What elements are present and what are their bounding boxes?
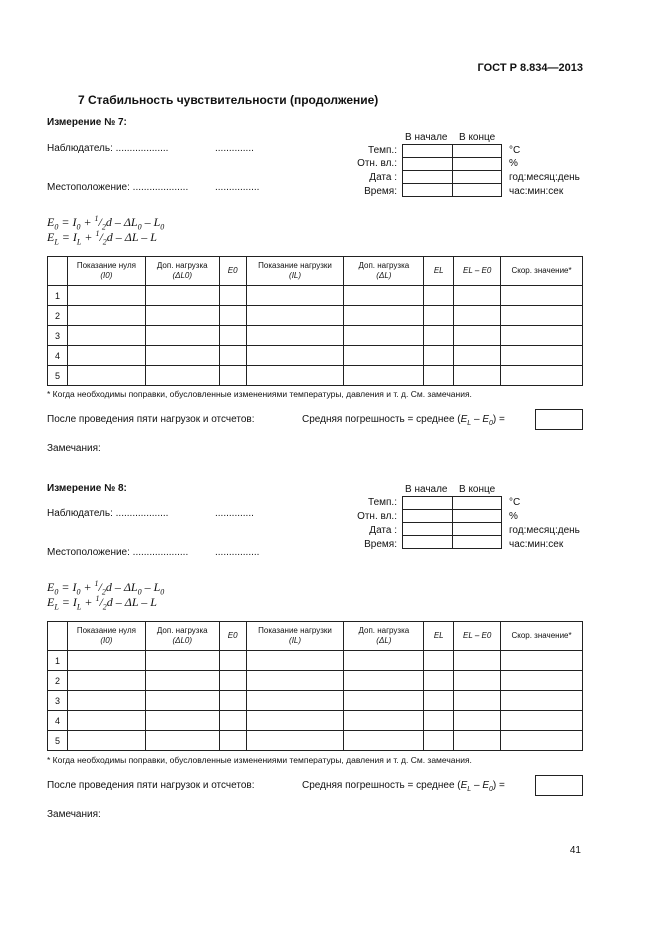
table-cell[interactable] [67,711,145,731]
measurement-title: Измерение № 7: [47,117,127,128]
table-cell[interactable] [219,711,246,731]
table-cell[interactable] [246,671,344,691]
table-cell[interactable] [501,306,583,326]
table-cell[interactable] [219,326,246,346]
humidity-label: Отн. вл.: [357,511,397,522]
date-label: Дата : [369,525,397,536]
header-e0: E0 [219,257,246,286]
unit-time: час:мин:сек [509,539,564,550]
col-start-label: В начале [405,132,448,143]
row-number: 4 [48,346,68,366]
table-cell[interactable] [424,711,454,731]
table-cell[interactable] [344,326,424,346]
table-cell[interactable] [501,346,583,366]
formula-e0: $E_0 = I_0 + ^1/_2d - \Delta L_0 - L_0$ [47,214,165,232]
table-cell[interactable] [219,286,246,306]
observer-label: Наблюдатель: ................... [47,508,169,519]
table-cell[interactable] [145,651,219,671]
table-cell[interactable] [219,651,246,671]
temp-label: Темп.: [368,145,397,156]
conditions-grid [402,496,502,549]
table-cell[interactable] [424,326,454,346]
table-row [48,671,583,691]
mean-error-field[interactable] [535,775,583,796]
time-label: Время: [364,186,397,197]
table-cell[interactable] [424,286,454,306]
table-cell[interactable] [219,691,246,711]
unit-date: год:месяц:день [509,525,580,536]
unit-humidity: % [509,158,518,169]
table-cell[interactable] [219,306,246,326]
date-label: Дата : [369,172,397,183]
table-cell[interactable] [344,671,424,691]
table-cell[interactable] [424,366,454,386]
table-cell[interactable] [344,651,424,671]
row-number: 5 [48,366,68,386]
mean-error-label: Средняя погрешность = среднее $(E_L - E_0)$ = [302,414,505,427]
table-cell[interactable] [67,306,145,326]
formula-el: $E_L = I_L + ^1/_2d - \Delta L - L$ [47,229,157,247]
table-cell[interactable] [67,326,145,346]
header-extra-load-0: Доп. нагрузка (ΔL0) [145,622,219,651]
table-row [48,326,583,346]
table-cell[interactable] [145,691,219,711]
section-title: 7 Стабильность чувствительности (продолжение) [78,93,379,107]
table-cell[interactable] [246,691,344,711]
row-number: 1 [48,286,68,306]
humidity-start-cell[interactable] [403,510,453,523]
readings-table [47,621,583,751]
table-cell[interactable] [501,651,583,671]
header-extra-load: Доп. нагрузка (ΔL) [344,257,424,286]
table-cell[interactable] [145,731,219,751]
table-cell[interactable] [454,326,501,346]
table-row [48,731,583,751]
table-cell[interactable] [454,346,501,366]
table-cell[interactable] [424,691,454,711]
table-row [48,711,583,731]
table-cell[interactable] [501,326,583,346]
observer-label: Наблюдатель: ................... [47,143,169,154]
table-cell[interactable] [454,286,501,306]
formula-el: $E_L = I_L + ^1/_2d - \Delta L - L$ [47,594,157,612]
table-row [48,366,583,386]
table-cell[interactable] [424,651,454,671]
page-number: 41 [569,845,581,856]
after-text: После проведения пяти нагрузок и отсчетов: [47,414,255,425]
after-text: После проведения пяти нагрузок и отсчетов: [47,780,255,791]
table-cell[interactable] [501,286,583,306]
temp-start-cell[interactable] [403,497,453,510]
table-cell[interactable] [67,691,145,711]
humidity-label: Отн. вл.: [357,158,397,169]
readings-table [47,256,583,386]
table-cell[interactable] [145,366,219,386]
header-el-minus-e0: EL – E0 [454,257,501,286]
row-number: 3 [48,691,68,711]
table-cell[interactable] [67,671,145,691]
humidity-start-cell[interactable] [403,158,453,171]
table-cell[interactable] [344,691,424,711]
observer-dots: .............. [215,143,254,154]
header-el-minus-e0: EL – E0 [454,622,501,651]
table-cell[interactable] [424,306,454,326]
remarks-label: Замечания: [47,443,101,454]
time-start-cell[interactable] [403,184,453,197]
table-cell[interactable] [145,711,219,731]
table-cell[interactable] [454,691,501,711]
table-cell[interactable] [219,346,246,366]
table-row [48,691,583,711]
table-cell[interactable] [67,731,145,751]
remarks-label: Замечания: [47,809,101,820]
table-cell[interactable] [67,651,145,671]
table-cell[interactable] [344,731,424,751]
table-cell[interactable] [246,326,344,346]
humidity-end-cell[interactable] [453,158,502,171]
table-cell[interactable] [344,306,424,326]
table-cell[interactable] [501,691,583,711]
date-start-cell[interactable] [403,523,453,536]
row-number: 1 [48,651,68,671]
unit-time: час:мин:сек [509,186,564,197]
table-row [48,286,583,306]
header-load-reading: Показание нагрузки (IL) [246,622,344,651]
table-cell[interactable] [454,671,501,691]
table-cell[interactable] [344,346,424,366]
table-cell[interactable] [454,306,501,326]
table-cell[interactable] [246,731,344,751]
table-cell[interactable] [501,671,583,691]
table-cell[interactable] [246,346,344,366]
table-cell[interactable] [344,366,424,386]
location-label: Местоположение: .................... [47,547,189,558]
row-number: 3 [48,326,68,346]
humidity-end-cell[interactable] [453,510,502,523]
table-cell[interactable] [501,731,583,751]
table-cell[interactable] [67,366,145,386]
header-extra-load-0: Доп. нагрузка (ΔL0) [145,257,219,286]
time-start-cell[interactable] [403,536,453,549]
row-number: 4 [48,711,68,731]
table-cell[interactable] [219,366,246,386]
table-cell[interactable] [454,651,501,671]
row-number: 5 [48,731,68,751]
footnote: * Когда необходимы поправки, обусловленные изменениями температуры, давления и т. д. См. замечания. [47,755,472,765]
observer-dots: .............. [215,508,254,519]
time-label: Время: [364,539,397,550]
unit-date: год:месяц:день [509,172,580,183]
conditions-grid [402,144,502,197]
formula-e0: $E_0 = I_0 + ^1/_2d - \Delta L_0 - L_0$ [47,579,165,597]
table-row [48,651,583,671]
document-id: ГОСТ Р 8.834—2013 [477,62,583,74]
time-end-cell[interactable] [453,536,502,549]
time-end-cell[interactable] [453,184,502,197]
table-cell[interactable] [145,671,219,691]
measurement-title: Измерение № 8: [47,483,127,494]
unit-temp: °С [509,497,521,508]
header-zero-reading: Показание нуля (I0) [67,622,145,651]
temp-start-cell[interactable] [403,145,453,158]
table-cell[interactable] [246,651,344,671]
table-cell[interactable] [145,306,219,326]
mean-error-field[interactable] [535,409,583,430]
table-cell[interactable] [454,711,501,731]
row-number: 2 [48,671,68,691]
header-el: EL [424,257,454,286]
date-start-cell[interactable] [403,171,453,184]
col-start-label: В начале [405,484,448,495]
footnote: * Когда необходимы поправки, обусловленные изменениями температуры, давления и т. д. См. замечания. [47,389,472,399]
col-end-label: В конце [459,484,496,495]
table-cell[interactable] [424,346,454,366]
date-end-cell[interactable] [453,171,502,184]
unit-humidity: % [509,511,518,522]
table-cell[interactable] [246,286,344,306]
table-cell[interactable] [424,731,454,751]
header-extra-load: Доп. нагрузка (ΔL) [344,622,424,651]
temp-label: Темп.: [368,497,397,508]
temp-end-cell[interactable] [453,145,502,158]
table-cell[interactable] [219,671,246,691]
location-dots: ................ [215,182,260,193]
table-row [48,306,583,326]
col-end-label: В конце [459,132,496,143]
header-e0: E0 [219,622,246,651]
table-cell[interactable] [145,286,219,306]
header-corrected: Скор. значение* [501,622,583,651]
table-cell[interactable] [246,366,344,386]
table-cell[interactable] [501,366,583,386]
date-end-cell[interactable] [453,523,502,536]
table-cell[interactable] [67,286,145,306]
table-cell[interactable] [454,731,501,751]
table-cell[interactable] [344,711,424,731]
table-cell[interactable] [344,286,424,306]
table-row [48,346,583,366]
header-load-reading: Показание нагрузки (IL) [246,257,344,286]
table-cell[interactable] [145,346,219,366]
table-cell[interactable] [424,671,454,691]
temp-end-cell[interactable] [453,497,502,510]
table-cell[interactable] [246,306,344,326]
table-cell[interactable] [219,731,246,751]
table-cell[interactable] [246,711,344,731]
header-zero-reading: Показание нуля (I0) [67,257,145,286]
mean-error-label: Средняя погрешность = среднее $(E_L - E_0)$ = [302,780,505,793]
row-number: 2 [48,306,68,326]
unit-temp: °С [509,145,521,156]
header-el: EL [424,622,454,651]
table-cell[interactable] [145,326,219,346]
location-label: Местоположение: .................... [47,182,189,193]
header-index [48,622,68,651]
table-cell[interactable] [501,711,583,731]
location-dots: ................ [215,547,260,558]
table-cell[interactable] [67,346,145,366]
table-cell[interactable] [454,366,501,386]
header-corrected: Скор. значение* [501,257,583,286]
header-index [48,257,68,286]
